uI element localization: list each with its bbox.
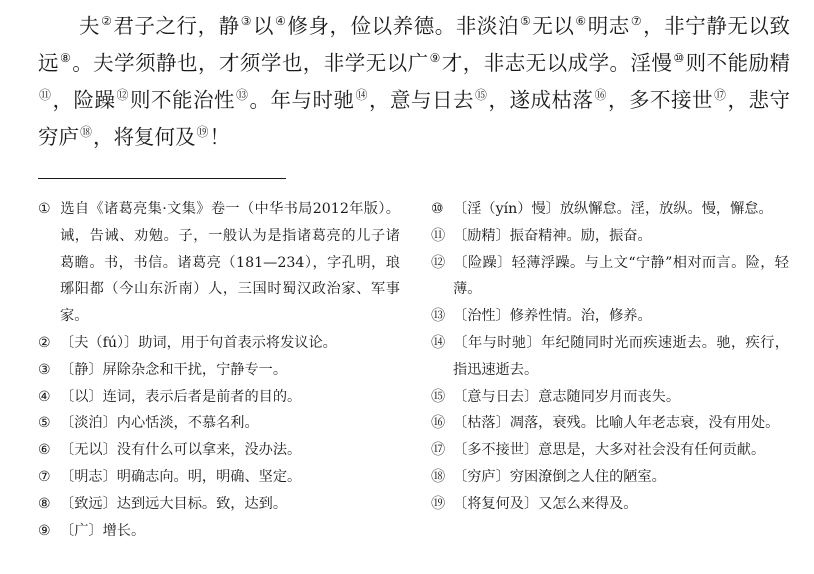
passage-text: 夫 — [79, 14, 101, 38]
footnote-marker: ⑲ — [196, 125, 209, 139]
passage-text: ，险躁 — [52, 88, 116, 112]
footnote-number: ⑥ — [38, 442, 51, 459]
footnote-item — [38, 491, 400, 518]
passage-text: ，非宁静无以致远 — [38, 14, 790, 75]
footnote-item — [38, 330, 400, 357]
footnote-item — [431, 250, 789, 304]
footnote-item — [431, 330, 789, 384]
footnote-number: ⑩ — [431, 201, 444, 217]
footnote-marker: ③ — [240, 14, 253, 28]
footnote-text: 〔将复何及〕又怎么来得及。 — [453, 495, 638, 512]
passage-text: 。夫学须静也，才须学也，非学无以广 — [72, 51, 429, 75]
footnote-text: 〔意与日去〕意志随同岁月而丧失。 — [453, 388, 681, 405]
passage-text: 以 — [253, 14, 275, 38]
footnote-item — [38, 357, 400, 384]
footnote-item — [431, 410, 789, 437]
footnote-marker: ⑫ — [116, 88, 129, 102]
footnote-item — [431, 303, 789, 330]
footnote-marker: ⑯ — [594, 88, 607, 102]
footnote-item — [38, 518, 400, 545]
footnote-marker: ⑦ — [630, 14, 643, 28]
footnote-number: ⑪ — [431, 227, 446, 244]
footnote-item — [431, 384, 789, 411]
passage-text: ，悲守穷庐 — [38, 88, 790, 149]
footnote-number: ⑦ — [38, 468, 51, 485]
footnote-number: ⑮ — [431, 388, 446, 405]
footnote-marker: ④ — [275, 14, 287, 28]
passage-text: 君子之行，静 — [113, 14, 240, 38]
footnote-marker: ⑰ — [714, 88, 727, 102]
footnote-marker: ⑱ — [80, 125, 93, 139]
footnote-marker: ⑥ — [575, 14, 587, 28]
passage-text: ，遂成枯落 — [488, 88, 594, 112]
footnote-item — [38, 410, 400, 437]
footnote-number: ⑨ — [38, 522, 51, 539]
footnote-text: 〔年与时驰〕年纪随同时光而疾速逝去。驰，疾行，指迅速逝去。 — [453, 334, 789, 378]
footnotes-right-column — [431, 196, 789, 518]
footnote-marker: ⑮ — [475, 88, 488, 102]
passage-text: 修身，俭以养德。非淡泊 — [287, 14, 519, 38]
main-passage — [38, 8, 790, 156]
footnote-number: ⑱ — [431, 468, 446, 485]
footnote-number: ④ — [38, 388, 51, 405]
footnote-item — [431, 464, 789, 491]
passage-text: 则不能励精 — [685, 51, 791, 75]
passage-text: ，将复何及 — [93, 125, 196, 149]
footnote-marker: ② — [101, 14, 113, 28]
footnote-item — [38, 384, 400, 411]
footnote-text: 〔静〕屏除杂念和干扰，宁静专一。 — [60, 361, 288, 378]
footnote-marker: ⑤ — [520, 14, 532, 28]
footnote-text: 〔治性〕修养性情。治，修养。 — [453, 308, 652, 325]
footnote-marker: ⑧ — [59, 51, 72, 65]
footnote-item — [431, 437, 789, 464]
passage-text: 才，非志无以成学。淫慢 — [441, 51, 673, 75]
footnote-text: 〔穷庐〕穷困潦倒之人住的陋室。 — [453, 468, 666, 485]
footnote-divider — [38, 178, 286, 179]
footnote-number: ② — [38, 334, 51, 351]
footnote-text: 〔无以〕没有什么可以拿来，没办法。 — [60, 442, 302, 459]
footnote-marker: ⑨ — [429, 51, 441, 65]
passage-text: 。年与时驰 — [249, 88, 355, 112]
footnote-text: 〔险躁〕轻薄浮躁。与上文“宁静”相对而言。险，轻薄。 — [453, 254, 789, 298]
passage-text: ！ — [209, 125, 231, 149]
footnote-text: 〔广〕增长。 — [60, 522, 146, 539]
footnote-text: 〔淡泊〕内心恬淡，不慕名利。 — [60, 415, 259, 432]
footnote-text: 选自《诸葛亮集·文集》卷一（中华书局2012年版）。诫，告诫、劝勉。子，一般认为是指诸葛亮的儿子诸葛瞻。书，书信。诸葛亮（181—234），字孔明，琅琊阳都（今山东沂南）人，三国时蜀汉政治家、军事家。 — [60, 201, 400, 325]
footnote-marker: ⑭ — [355, 88, 368, 102]
footnote-text: 〔励精〕振奋精神。励，振奋。 — [453, 227, 652, 244]
footnote-marker: ⑬ — [236, 88, 249, 102]
footnote-text: 〔以〕连词，表示后者是前者的目的。 — [60, 388, 302, 405]
footnote-text: 〔多不接世〕意思是，大多对社会没有任何贡献。 — [453, 442, 766, 459]
footnote-text: 〔致远〕达到远大目标。致，达到。 — [60, 495, 288, 512]
footnote-number: ⑧ — [38, 495, 51, 512]
footnote-number: ⑰ — [431, 442, 446, 459]
passage-text: ，意与日去 — [369, 88, 474, 112]
footnote-number: ⑤ — [38, 415, 51, 432]
footnote-item — [38, 196, 400, 330]
footnote-text: 〔枯落〕凋落，衰残。比喻人年老志衰，没有用处。 — [453, 415, 780, 432]
footnote-number: ① — [38, 201, 51, 217]
passage-text: 明志 — [587, 14, 630, 38]
passage-text: 无以 — [532, 14, 575, 38]
footnotes-left-column — [38, 196, 400, 544]
footnote-text: 〔夫（fú）〕助词，用于句首表示将发议论。 — [60, 334, 337, 351]
footnote-text: 〔淫（yín）慢〕放纵懈怠。淫，放纵。慢，懈怠。 — [453, 201, 773, 217]
footnote-marker: ⑪ — [39, 88, 52, 102]
passage-text: 则不能治性 — [130, 88, 235, 112]
footnote-text: 〔明志〕明确志向。明，明确、坚定。 — [60, 468, 302, 485]
footnote-item — [431, 491, 789, 518]
passage-text: ，多不接世 — [608, 88, 713, 112]
footnote-item — [431, 223, 789, 250]
footnote-number: ⑲ — [431, 495, 446, 512]
footnote-item — [38, 464, 400, 491]
footnote-number: ⑫ — [431, 254, 446, 271]
footnote-item — [38, 437, 400, 464]
footnote-item — [431, 196, 789, 223]
footnote-number: ⑯ — [431, 415, 446, 432]
footnote-marker: ⑩ — [673, 51, 685, 65]
footnote-number: ⑬ — [431, 308, 446, 325]
footnote-number: ③ — [38, 361, 51, 378]
footnote-number: ⑭ — [431, 334, 446, 351]
